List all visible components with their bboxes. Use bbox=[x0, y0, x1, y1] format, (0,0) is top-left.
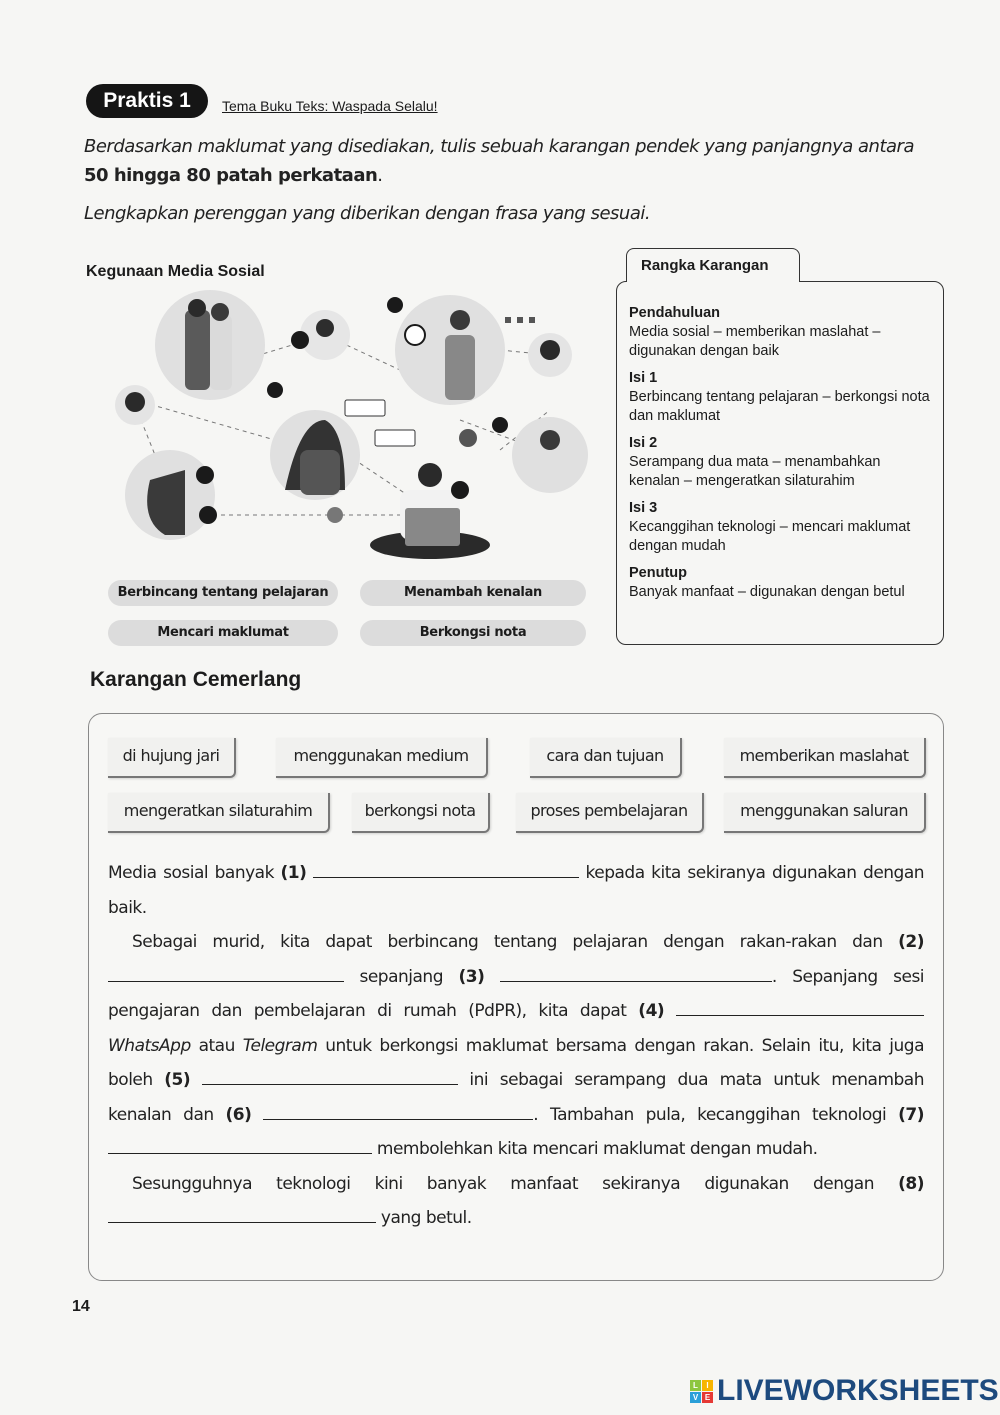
answer-blank-4[interactable] bbox=[676, 999, 924, 1016]
smiley-icon bbox=[405, 325, 425, 345]
blank-number: (4) bbox=[638, 1001, 665, 1021]
app-name: Telegram bbox=[242, 1035, 318, 1056]
liveworksheets-logo bbox=[690, 1374, 999, 1408]
outline-text-intro: Media sosial – memberikan maslahat – digunakan dengan baik bbox=[629, 324, 881, 359]
passage-text: yang betul. bbox=[380, 1208, 472, 1228]
thumbs-up-icon bbox=[199, 506, 217, 524]
blank-number: (7) bbox=[898, 1104, 925, 1125]
live-grid-icon bbox=[690, 1380, 713, 1403]
ellipsis-icon bbox=[505, 317, 511, 323]
topic-pill-find-info: Mencari maklumat bbox=[108, 620, 338, 646]
answer-blank-5[interactable] bbox=[202, 1068, 458, 1085]
thumbs-up-icon bbox=[492, 417, 508, 433]
blank-number: (3) bbox=[458, 966, 485, 987]
topic-pill-add-friends: Menambah kenalan bbox=[360, 580, 586, 606]
outline-heading-body-1: Isi 1 bbox=[629, 370, 658, 386]
outline-heading-body-3: Isi 3 bbox=[629, 500, 658, 516]
paragraph-body bbox=[108, 925, 924, 1167]
model-essay-title: Karangan Cemerlang bbox=[90, 668, 302, 691]
outline-text-body-3: Kecanggihan teknologi – mencari maklumat dengan mudah bbox=[629, 519, 911, 554]
outline-heading-body-2: Isi 2 bbox=[629, 435, 658, 451]
smiley-icon bbox=[387, 297, 403, 313]
outline-text-body-1: Berbincang tentang pelajaran – berkongsi nota dan maklumat bbox=[629, 389, 930, 424]
logo-letter: I bbox=[702, 1380, 713, 1391]
passage-text: Media sosial banyak bbox=[108, 863, 274, 883]
blank-number: (6) bbox=[225, 1104, 252, 1125]
essay-outline-tab: Rangka Karangan bbox=[626, 248, 800, 282]
period: . bbox=[377, 165, 383, 186]
phrase-chip[interactable]: menggunakan medium bbox=[276, 738, 488, 778]
passage-text: atau bbox=[198, 1035, 235, 1056]
thumbs-up-icon bbox=[267, 382, 283, 398]
outline-heading-conclusion: Penutup bbox=[629, 565, 687, 581]
emoji-icon bbox=[459, 429, 477, 447]
blank-number: (1) bbox=[280, 863, 307, 883]
heart-icon bbox=[196, 466, 214, 484]
outline-text-conclusion: Banyak manfaat – digunakan dengan betul bbox=[629, 584, 905, 600]
logo-letter: L bbox=[690, 1380, 701, 1391]
logo-letter: V bbox=[690, 1392, 701, 1403]
blank-number: (5) bbox=[164, 1070, 191, 1090]
outline-heading-intro: Pendahuluan bbox=[629, 305, 721, 321]
instruction-line-3 bbox=[84, 203, 650, 224]
outline-text-body-2: Serampang dua mata – menambahkan kenalan – mengeratkan silaturahim bbox=[629, 454, 881, 489]
phrase-chip[interactable]: memberikan maslahat bbox=[724, 738, 926, 778]
instruction-text: Berdasarkan maklumat yang disediakan, tulis sebuah karangan pendek yang panjangnya antara bbox=[84, 136, 914, 157]
instruction-line-1 bbox=[84, 136, 964, 157]
word-count-requirement: 50 hingga 80 patah perkataan bbox=[84, 165, 378, 186]
phrase-chip[interactable]: menggunakan saluran bbox=[724, 793, 926, 833]
answer-blank-1[interactable] bbox=[313, 861, 579, 878]
passage-text: Sesungguhnya teknologi kini banyak manfaat sekiranya digunakan dengan bbox=[132, 1173, 874, 1194]
complete-paragraph-instruction: Lengkapkan perenggan yang diberikan dengan frasa yang sesuai. bbox=[84, 203, 651, 224]
bun-hair-woman-circle bbox=[512, 417, 588, 493]
passage-text: . Tambahan pula, kecanggihan teknologi bbox=[533, 1104, 887, 1125]
answer-blank-8[interactable] bbox=[108, 1206, 376, 1223]
phrase-chip[interactable]: berkongsi nota bbox=[352, 793, 490, 833]
passage-text: ini sebagai serampang dua mata untuk menambah kenalan dan bbox=[108, 1070, 924, 1125]
sunglasses-emoji-icon bbox=[451, 481, 469, 499]
page-number: 14 bbox=[72, 1298, 90, 1315]
answer-blank-7[interactable] bbox=[108, 1137, 372, 1154]
logo-letter: E bbox=[702, 1392, 713, 1403]
answer-blank-2[interactable] bbox=[108, 965, 344, 982]
passage-text: . Sepanjang sesi pengajaran dan pembelajaran di rumah (PdPR), kita dapat bbox=[108, 966, 925, 1021]
essay-outline-box bbox=[616, 281, 944, 645]
answer-blank-3[interactable] bbox=[500, 965, 772, 982]
blank-number: (8) bbox=[898, 1173, 924, 1194]
social-media-illustration bbox=[110, 290, 590, 570]
textbook-theme: Tema Buku Teks: Waspada Selalu! bbox=[222, 98, 438, 114]
passage-text: untuk berkongsi maklumat bersama dengan rakan. Selain itu, kita juga boleh bbox=[108, 1035, 924, 1090]
app-name: WhatsApp bbox=[108, 1035, 191, 1056]
instruction-line-2 bbox=[84, 165, 383, 186]
brand-name: LIVEWORKSHEETS bbox=[717, 1374, 999, 1407]
phrase-chip[interactable]: di hujung jari bbox=[108, 738, 236, 778]
share-icon bbox=[327, 507, 343, 523]
passage-text: Sebagai murid, kita dapat berbincang tentang pelajaran dengan rakan-rakan dan bbox=[132, 932, 883, 952]
phrase-chip[interactable]: mengeratkan silaturahim bbox=[108, 793, 330, 833]
illustration-title: Kegunaan Media Sosial bbox=[86, 263, 265, 280]
practice-badge: Praktis 1 bbox=[86, 84, 208, 118]
passage-text: sepanjang bbox=[359, 966, 443, 987]
essay-passage bbox=[108, 856, 924, 1236]
phrase-chip[interactable]: proses pembelajaran bbox=[516, 793, 704, 833]
topic-pill-discuss-lessons: Berbincang tentang pelajaran bbox=[108, 580, 338, 606]
thumbs-up-icon bbox=[291, 331, 309, 349]
topic-pill-share-notes: Berkongsi nota bbox=[360, 620, 586, 646]
paragraph-conclusion bbox=[108, 1167, 924, 1236]
phrase-chip[interactable]: cara dan tujuan bbox=[530, 738, 682, 778]
blank-number: (2) bbox=[898, 932, 925, 952]
laptop-man bbox=[370, 463, 490, 559]
paragraph-intro bbox=[108, 856, 924, 925]
passage-text: kepada kita sekiranya digunakan dengan baik. bbox=[108, 863, 925, 918]
passage-text: membolehkan kita mencari maklumat dengan mudah. bbox=[376, 1139, 818, 1159]
answer-blank-6[interactable] bbox=[263, 1103, 533, 1120]
